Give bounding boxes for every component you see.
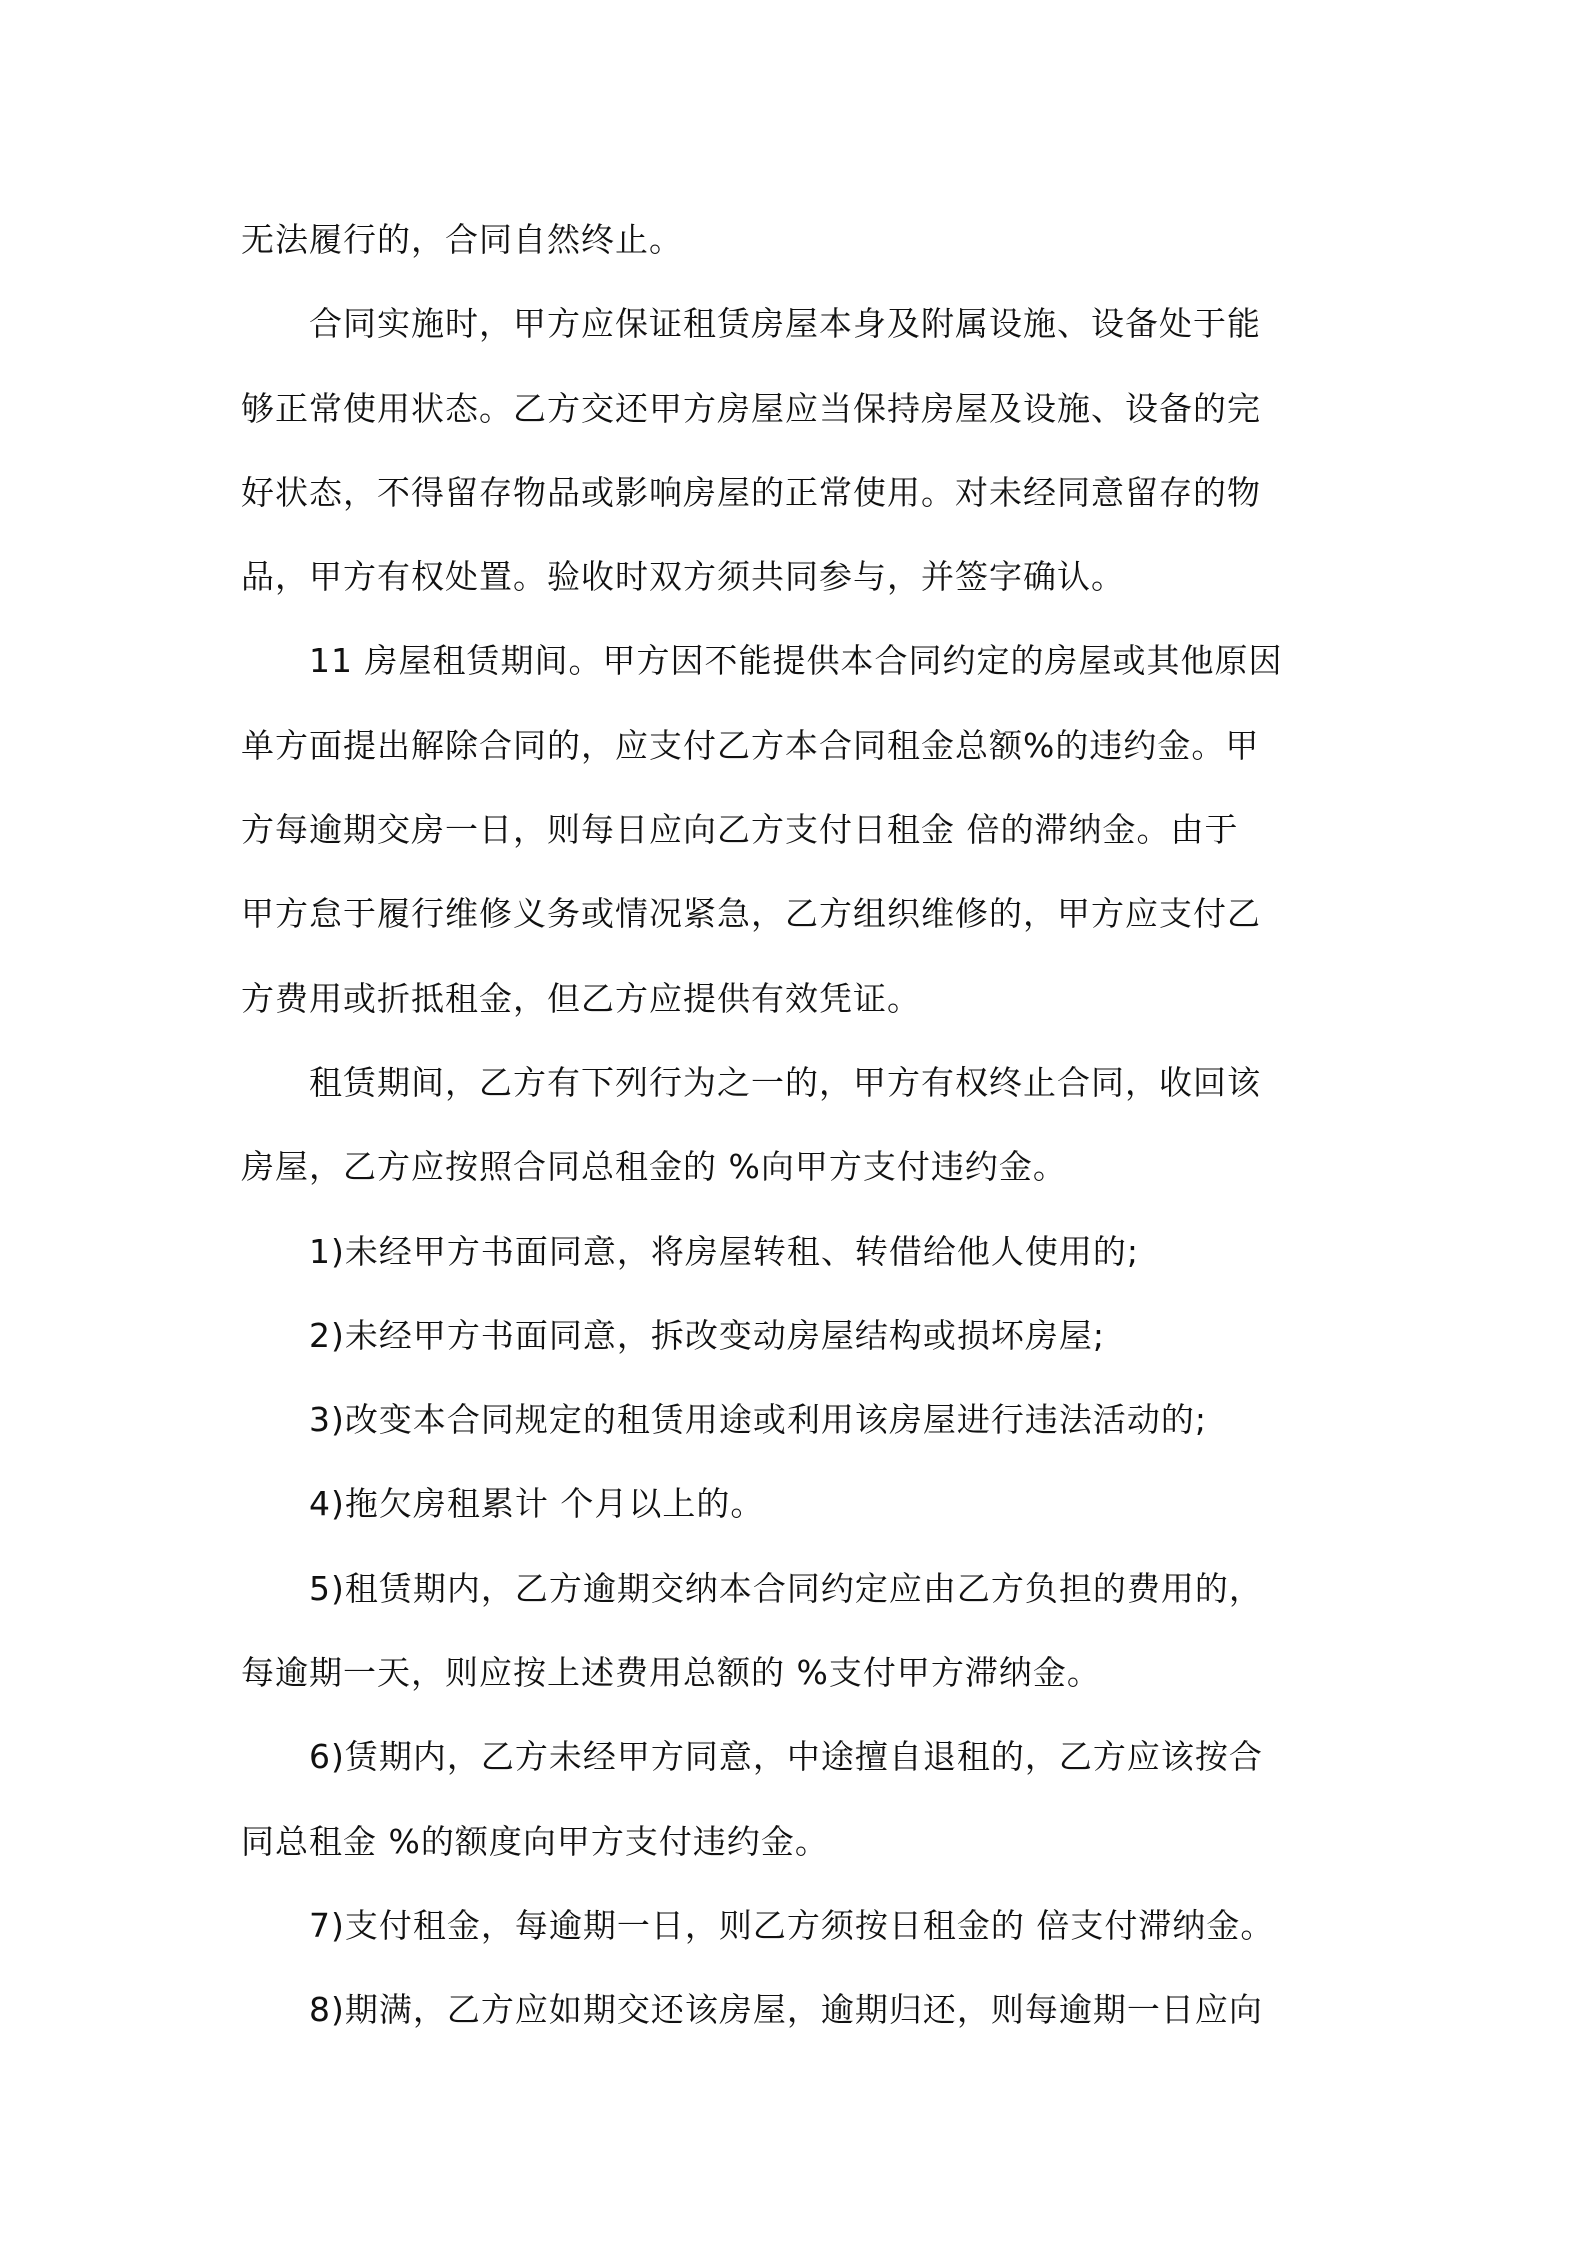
text-line-1: 无法履行的，合同自然终止。 xyxy=(241,220,683,259)
text-line-22: 8)期满，乙方应如期交还该房屋，逾期归还，则每逾期一日应向 xyxy=(241,1990,1263,2030)
text-block xyxy=(241,198,1356,2053)
text-line-9: 甲方怠于履行维修义务或情况紧急，乙方组织维修的，甲方应支付乙 xyxy=(241,894,1261,934)
text-line-6: 11 房屋租赁期间。甲方因不能提供本合同约定的房屋或其他原因 xyxy=(241,641,1283,681)
text-line-10: 方费用或折抵租金，但乙方应提供有效凭证。 xyxy=(241,978,921,1018)
document-body xyxy=(241,198,1356,2053)
text-line-12: 房屋，乙方应按照合同总租金的 %向甲方支付违约金。 xyxy=(241,1147,1067,1187)
text-line-5: 品，甲方有权处置。验收时双方须共同参与，并签字确认。 xyxy=(241,557,1125,597)
text-line-14: 2)未经甲方书面同意，拆改变动房屋结构或损坏房屋; xyxy=(241,1315,1105,1355)
text-line-11: 租赁期间，乙方有下列行为之一的，甲方有权终止合同，收回该 xyxy=(241,1062,1261,1102)
text-line-20: 同总租金 %的额度向甲方支付违约金。 xyxy=(241,1821,829,1861)
text-line-18: 每逾期一天，则应按上述费用总额的 %支付甲方滞纳金。 xyxy=(241,1653,1101,1693)
text-line-16: 4)拖欠房租累计 个月以上的。 xyxy=(241,1484,765,1524)
text-line-19: 6)赁期内，乙方未经甲方同意，中途擅自退租的，乙方应该按合 xyxy=(241,1737,1263,1777)
text-line-15: 3)改变本合同规定的租赁用途或利用该房屋进行违法活动的; xyxy=(241,1400,1207,1440)
text-line-3: 够正常使用状态。乙方交还甲方房屋应当保持房屋及设施、设备的完 xyxy=(241,388,1261,428)
text-line-13: 1)未经甲方书面同意，将房屋转租、转借给他人使用的; xyxy=(241,1231,1139,1271)
text-line-7: 单方面提出解除合同的，应支付乙方本合同租金总额%的违约金。甲 xyxy=(241,725,1260,765)
text-line-8: 方每逾期交房一日，则每日应向乙方支付日租金 倍的滞纳金。由于 xyxy=(241,810,1239,850)
text-line-2: 合同实施时，甲方应保证租赁房屋本身及附属设施、设备处于能 xyxy=(241,304,1261,344)
text-line-17: 5)租赁期内，乙方逾期交纳本合同约定应由乙方负担的费用的， xyxy=(241,1568,1263,1608)
text-line-21: 7)支付租金，每逾期一日，则乙方须按日租金的 倍支付滞纳金。 xyxy=(241,1905,1275,1945)
text-line-4: 好状态，不得留存物品或影响房屋的正常使用。对未经同意留存的物 xyxy=(241,472,1261,512)
